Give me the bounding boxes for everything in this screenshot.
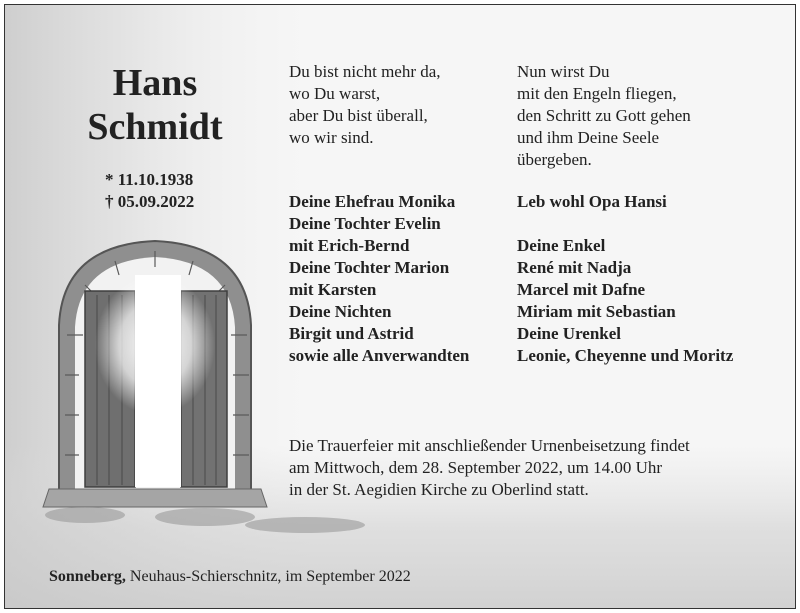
- service-line: in der St. Aegidien Kirche zu Oberlind statt.: [289, 480, 589, 499]
- verse-line: wo wir sind.: [289, 128, 374, 147]
- verse-line: den Schritt zu Gott gehen: [517, 106, 691, 125]
- mourner-line: Deine Urenkel: [517, 324, 622, 343]
- mourner-line: mit Karsten: [289, 280, 377, 299]
- farewell-line: Leb wohl Opa Hansi: [517, 192, 667, 211]
- mourner-line: René mit Nadja: [517, 258, 632, 277]
- mourner-line: Deine Tochter Evelin: [289, 214, 441, 233]
- mourner-line: Deine Nichten: [289, 302, 392, 321]
- verse-line: aber Du bist überall,: [289, 106, 428, 125]
- mourner-line: Birgit und Astrid: [289, 324, 414, 343]
- service-line: Die Trauerfeier mit anschließender Urnenbeisetzung findet: [289, 436, 690, 455]
- mourner-line: Deine Ehefrau Monika: [289, 192, 456, 211]
- mourner-line: Leonie, Cheyenne und Moritz: [517, 346, 734, 365]
- life-dates: [105, 169, 194, 213]
- mourner-line: sowie alle Anverwandten: [289, 346, 470, 365]
- funeral-service-info: [289, 435, 690, 501]
- last-name: Schmidt: [87, 106, 223, 148]
- deceased-name: [65, 61, 245, 149]
- footer-place-date: [49, 567, 411, 587]
- verse-right: [517, 61, 691, 171]
- first-name: Hans: [112, 62, 198, 104]
- service-line: am Mittwoch, dem 28. September 2022, um 14.00 Uhr: [289, 458, 663, 477]
- verse-line: wo Du warst,: [289, 84, 381, 103]
- verse-line: übergeben.: [517, 150, 592, 169]
- verse-line: Du bist nicht mehr da,: [289, 62, 441, 81]
- obituary-notice: [4, 4, 796, 609]
- footer-rest: Neuhaus-Schierschnitz, im September 2022: [125, 568, 411, 585]
- birth-date: * 11.10.1938: [105, 170, 194, 189]
- verse-line: und ihm Deine Seele: [517, 128, 660, 147]
- mourners-right: [517, 191, 733, 367]
- verse-line: mit den Engeln fliegen,: [517, 84, 677, 103]
- verse-left: [289, 61, 441, 149]
- verse-line: Nun wirst Du: [517, 62, 610, 81]
- death-date: † 05.09.2022: [105, 192, 195, 211]
- mourner-line: Deine Enkel: [517, 236, 606, 255]
- mourners-left: [289, 191, 469, 367]
- footer-place: Sonneberg,: [49, 568, 126, 585]
- mourner-line: Marcel mit Dafne: [517, 280, 646, 299]
- mourner-line: Deine Tochter Marion: [289, 258, 450, 277]
- mourner-line: Miriam mit Sebastian: [517, 302, 676, 321]
- mourner-line: mit Erich-Bernd: [289, 236, 410, 255]
